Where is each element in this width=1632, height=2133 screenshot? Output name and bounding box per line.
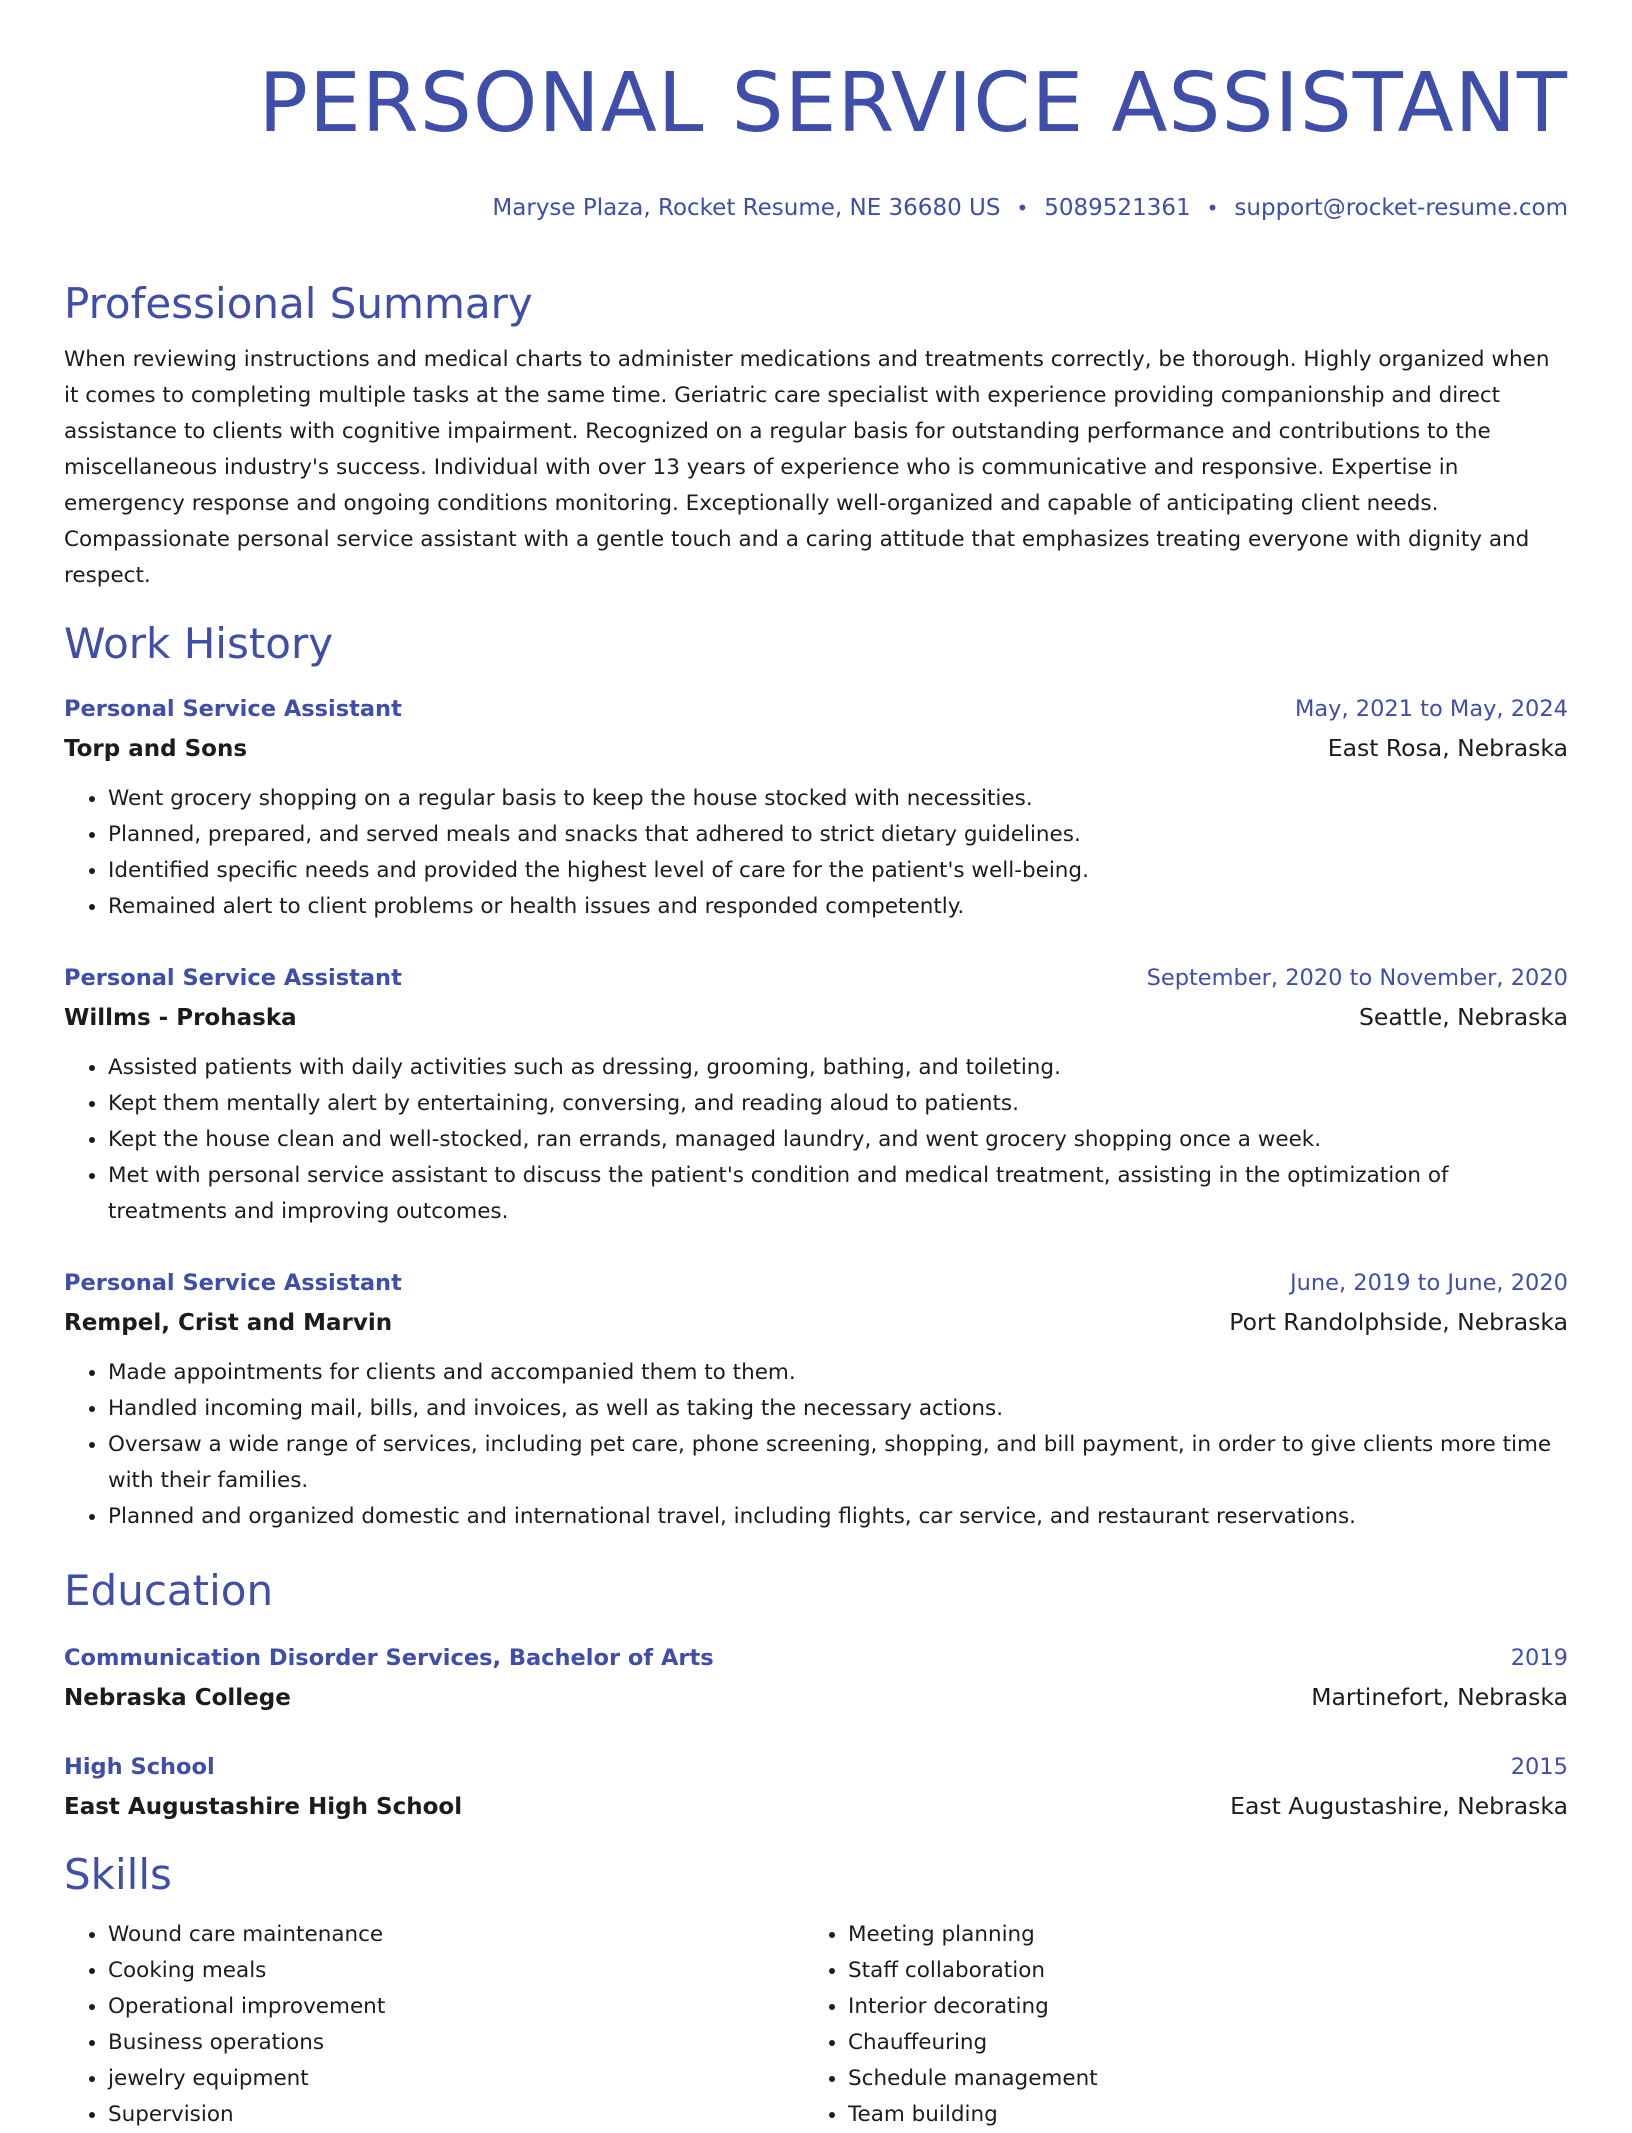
education-school: East Augustashire High School [64,1794,463,1820]
skills-list-right [804,1917,1544,2133]
skill-item: • Operational improvement [108,1989,804,2025]
job-entry [64,1264,1568,1535]
skill-item: • Team building [848,2097,1544,2133]
education-heading: Education [64,1566,274,1615]
skills-list-left [64,1917,804,2133]
contact-address: Maryse Plaza, Rocket Resume, NE 36680 US [492,195,1001,221]
job-dates: June, 2019 to June, 2020 [1289,1270,1568,1296]
job-company: Rempel, Crist and Marvin [64,1310,393,1336]
job-location: Seattle, Nebraska [1359,1003,1568,1031]
education-school: Nebraska College [64,1685,291,1711]
job-bullets [64,1050,1568,1230]
job-bullet: • Planned and organized domestic and international travel, including flights, car service, and restaurant reservations. [108,1499,1568,1535]
job-dates: September, 2020 to November, 2020 [1146,965,1568,991]
job-bullet: • Met with personal service assistant to discuss the patient's condition and medical treatment, assisting in the optimization of treatments and improving outcomes. [108,1158,1568,1230]
skill-item: • Supervision [108,2097,804,2133]
skill-item: • Meeting planning [848,1917,1544,1953]
job-entry [64,959,1568,1230]
job-bullet: • Kept them mentally alert by entertaining, conversing, and reading aloud to patients. [108,1086,1568,1122]
resume-name-title: PERSONAL SERVICE ASSISTANT [258,56,1568,151]
contact-line [64,192,1568,224]
job-bullet: • Oversaw a wide range of services, including pet care, phone screening, shopping, and bill payment, in order to give clients more time with their families. [108,1427,1568,1499]
education-year: 2015 [1510,1754,1568,1780]
education-year: 2019 [1510,1645,1568,1671]
skill-item: • Wound care maintenance [108,1917,804,1953]
job-bullets [64,1355,1568,1535]
job-bullet: • Made appointments for clients and accompanied them to them. [108,1355,1568,1391]
education-entry [64,1639,1568,1718]
job-entry [64,690,1568,925]
education-entry [64,1748,1568,1827]
job-bullets [64,781,1568,925]
job-role: Personal Service Assistant [64,696,402,722]
education-degree: Communication Disorder Services, Bachelor of Arts [64,1645,714,1671]
job-bullet: • Went grocery shopping on a regular basis to keep the house stocked with necessities. [108,781,1568,817]
job-location: Port Randolphside, Nebraska [1229,1308,1568,1336]
skill-item: • Cooking meals [108,1953,804,1989]
education-degree: High School [64,1754,215,1780]
contact-email: support@rocket-resume.com [1234,195,1568,221]
skill-item: • Business operations [108,2025,804,2061]
job-role: Personal Service Assistant [64,1270,402,1296]
job-dates: May, 2021 to May, 2024 [1294,696,1568,722]
summary-text: When reviewing instructions and medical charts to administer medications and treatments correctly, be thorough. Highly organized when it comes to completing multiple tasks at the same time. Geriatric care specialist with experience providing companionship and direct assistance to clients with cognitive impairment. Recognized on a regular basis for outstanding performance and contributions to the miscellaneous industry's success. Individual with over 13 years of experience who is communicative and responsive. Expertise in emergency response and ongoing conditions monitoring. Exceptionally well-organized and capable of anticipating client needs. Compassionate personal service assistant with a gentle touch and a caring attitude that emphasizes treating everyone with dignity and respect. [64,347,1550,588]
contact-separator: • [1016,196,1029,220]
job-bullet: • Handled incoming mail, bills, and invoices, as well as taking the necessary actions. [108,1391,1568,1427]
resume-page [64,0,1568,2133]
skills-columns [64,1917,1568,2133]
skills-heading: Skills [64,1850,172,1899]
education-location: East Augustashire, Nebraska [1230,1792,1568,1820]
work-history-heading: Work History [64,619,334,668]
skill-item: • Schedule management [848,2061,1544,2097]
contact-separator: • [1206,196,1219,220]
job-bullet: • Assisted patients with daily activities such as dressing, grooming, bathing, and toileting. [108,1050,1568,1086]
contact-phone: 5089521361 [1044,195,1191,221]
skill-item: • jewelry equipment [108,2061,804,2097]
job-bullet: • Planned, prepared, and served meals and snacks that adhered to strict dietary guidelines. [108,817,1568,853]
job-company: Torp and Sons [64,736,248,762]
summary-heading: Professional Summary [64,279,533,328]
job-company: Willms - Prohaska [64,1005,297,1031]
job-bullet: • Kept the house clean and well-stocked, ran errands, managed laundry, and went grocery shopping once a week. [108,1122,1568,1158]
skill-item: • Chauffeuring [848,2025,1544,2061]
job-bullet: • Remained alert to client problems or health issues and responded competently. [108,889,1568,925]
skill-item: • Staff collaboration [848,1953,1544,1989]
job-location: East Rosa, Nebraska [1327,734,1568,762]
job-bullet: • Identified specific needs and provided the highest level of care for the patient's well-being. [108,853,1568,889]
job-role: Personal Service Assistant [64,965,402,991]
skill-item: • Interior decorating [848,1989,1544,2025]
education-location: Martinefort, Nebraska [1311,1683,1568,1711]
